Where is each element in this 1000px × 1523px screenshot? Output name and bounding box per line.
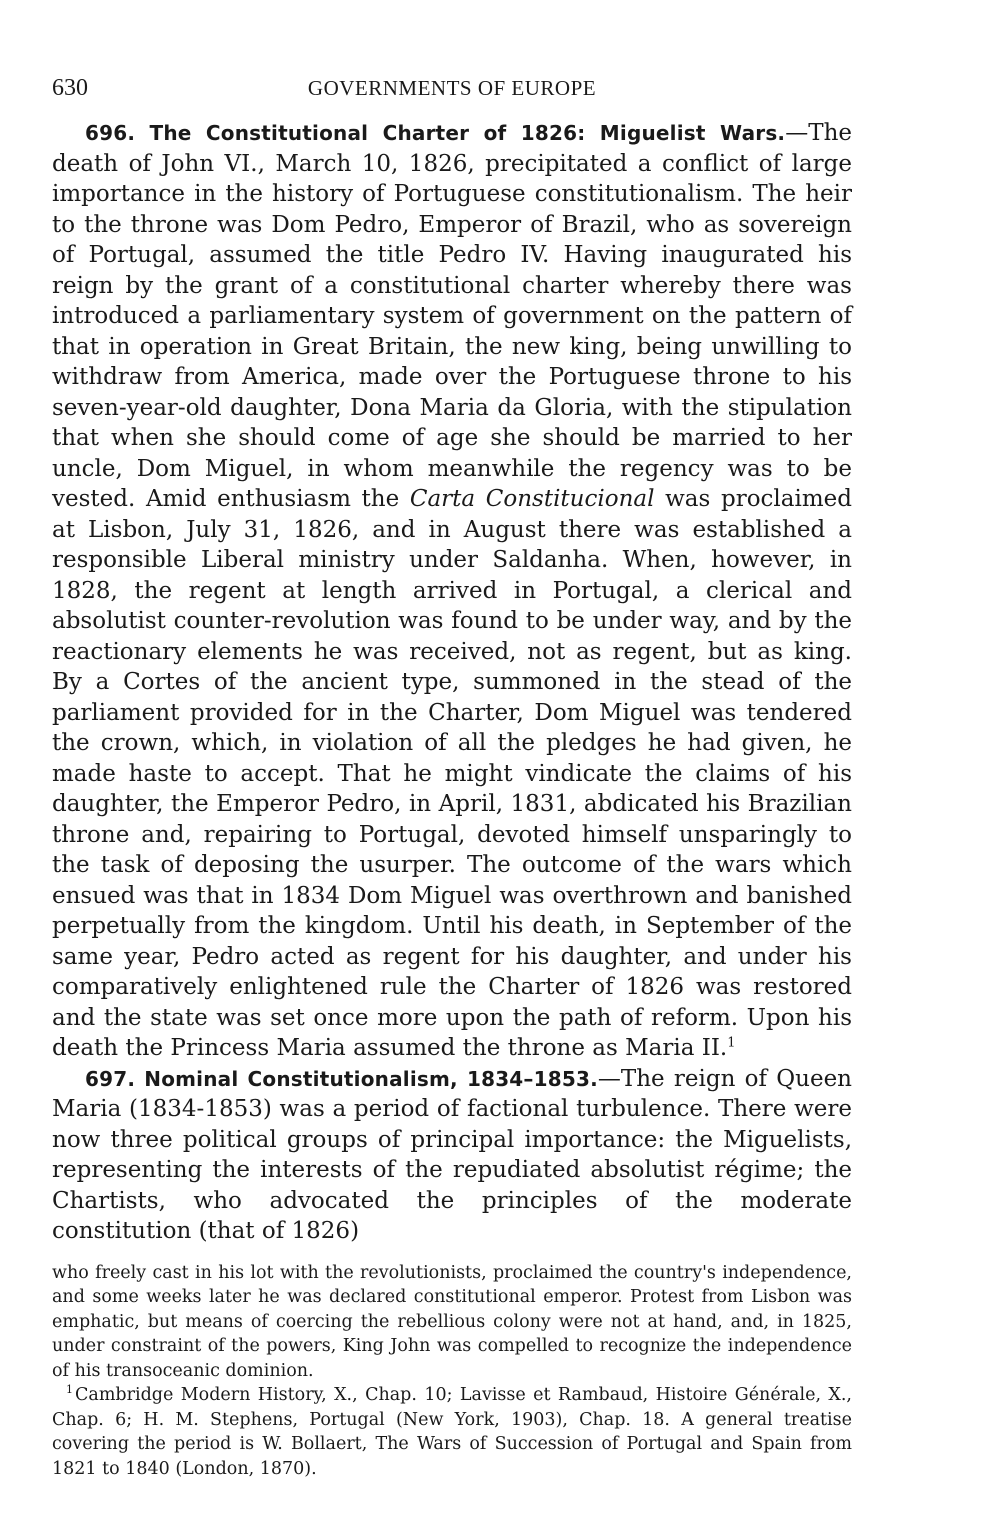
running-title: GOVERNMENTS OF EUROPE — [307, 76, 597, 100]
section-696-text-part-1: —The death of John VI., March 10, 1826, precipitated a conflict of large importance in the history of Portuguese constitutionalism. The heir to the throne was Dom Pedro, Emperor of Brazil, who as sovereign of Portugal, assumed the title Pedro IV. Having inaugurated his reign by the grant of a constitutional charter whereby there was introduced a parliamentary system of government on the pattern of that in operation in Great Britain, the new king, being unwilling to withdraw from America, made over the Portuguese throne to his seven-year-old daughter, Dona Maria da Gloria, with the stipulation that when she should come of age she should be married to her uncle, Dom Miguel, in whom meanwhile the regency was to be vested. Amid enthusiasm the — [52, 120, 852, 512]
carta-constitucional-emphasis: Carta Constitucional — [409, 486, 655, 512]
section-697-text: —The reign of Queen Maria (1834-1853) was a period of factional turbulence. There were now three political groups of principal importance: the Miguelists, representing the interests of the repudiated absolutist régime; the Chartists, who advocated the principles of the moderate constitution (that of 1826) — [52, 1065, 852, 1244]
section-697-paragraph — [52, 1064, 852, 1247]
page-number: 630 — [52, 75, 88, 101]
body-text — [52, 118, 852, 1247]
book-page — [52, 72, 852, 1481]
footnote-1-marker: 1 — [66, 1383, 73, 1397]
running-head — [52, 72, 852, 104]
section-696-heading: 696. The Constitutional Charter of 1826: Miguelist Wars. — [85, 121, 786, 145]
footnotes — [52, 1261, 852, 1482]
section-696-text-part-2: was proclaimed at Lisbon, July 31, 1826, and in August there was established a responsible Liberal ministry under Saldanha. When, however, in 1828, the regent at length arrived in Portugal, a clerical and absolutist counter-revolution was found to be under way, and by the reactionary elements he was received, not as regent, but as king. By a Cortes of the ancient type, summoned in the stead of the parliament provided for in the Charter, Dom Miguel was tendered the crown, which, in violation of all the pledges he had given, he made haste to accept. That he might vindicate the claims of his daughter, the Emperor Pedro, in April, 1831, abdicated his Brazilian throne and, repairing to Portugal, devoted himself unsparingly to the task of deposing the usurper. The outcome of the wars which ensued was that in 1834 Dom Miguel was overthrown and banished perpetually from the kingdom. Until his death, in September of the same year, Pedro acted as regent for his daughter, and under his comparatively enlightened rule the Charter of 1826 was restored and the state was set once more upon the path of reform. Upon his death the Princess Maria assumed the throne as Maria II. — [52, 486, 852, 1061]
footnote-1-text: Cambridge Modern History, X., Chap. 10; Lavisse et Rambaud, Histoire Générale, X., Chap. 6; H. M. Stephens, Portugal (New York, 1903), Chap. 18. A general treatise covering the period is W. Bollaert, The Wars of Succession of Portugal and Spain from 1821 to 1840 (London, 1870). — [52, 1385, 852, 1479]
section-696-paragraph — [52, 118, 852, 1064]
footnote-continuation: who freely cast in his lot with the revolutionists, proclaimed the country's independence, and some weeks later he was declared constitutional emperor. Protest from Lisbon was emphatic, but means of coercing the rebellious colony were not at hand, and, in 1825, under constraint of the powers, King John was compelled to recognize the independence of his transoceanic dominion. — [52, 1262, 852, 1381]
footnote-1 — [52, 1383, 852, 1481]
footnote-reference: 1 — [727, 1035, 736, 1051]
section-697-heading: 697. Nominal Constitutionalism, 1834–1853. — [85, 1066, 598, 1091]
